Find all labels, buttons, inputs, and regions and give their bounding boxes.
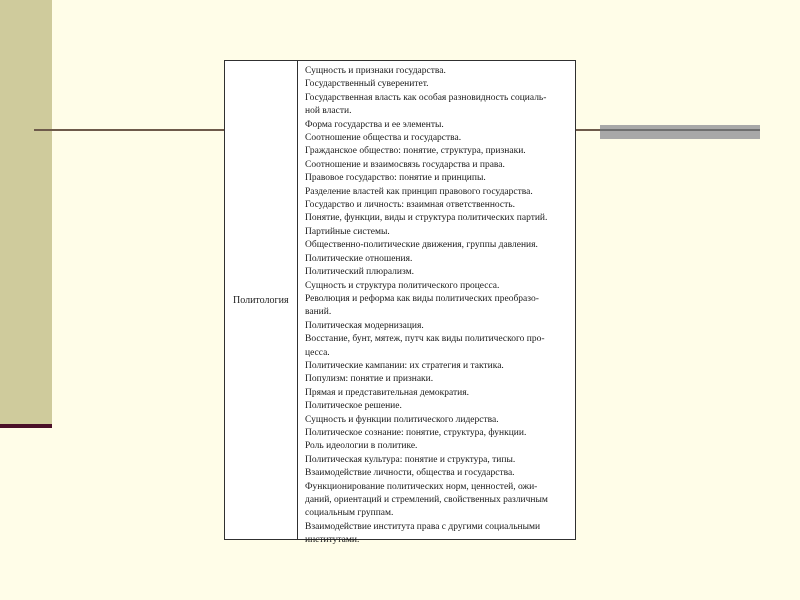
topic-line: даний, ориентаций и стремлений, свойственных различным — [305, 495, 548, 505]
topic-line: Соотношение и взаимосвязь государства и права. — [305, 159, 505, 170]
topic-line: Политическая модернизация. — [305, 320, 424, 331]
topic-line: Сущность и функции политического лидерства. — [305, 414, 499, 425]
topic-line: Сущность и структура политического процесса. — [305, 280, 500, 291]
topic-line: Восстание, бунт, мятеж, путч как виды политического про- — [305, 334, 545, 345]
topic-line: ной власти. — [305, 106, 352, 117]
topic-line: Гражданское общество: понятие, структура, признаки. — [305, 146, 526, 157]
topic-line: Прямая и представительная демократия. — [305, 387, 469, 398]
rule-stripe — [600, 129, 760, 131]
topic-line: Взаимодействие личности, общества и государства. — [305, 468, 515, 479]
topic-line: Роль идеологии в политике. — [305, 441, 418, 452]
topic-line: Политическое сознание: понятие, структура, функции. — [305, 427, 527, 438]
topic-line: Политическая культура: понятие и структура, типы. — [305, 454, 516, 465]
subject-label: Политология — [233, 295, 289, 306]
topic-line: Государство и личность: взаимная ответственность. — [305, 200, 515, 211]
subject-column — [225, 61, 298, 539]
topic-line: Политические кампании: их стратегия и тактика. — [305, 360, 504, 371]
topic-line: социальным группам. — [305, 508, 394, 519]
topic-line: Функционирование политических норм, ценностей, ожи- — [305, 481, 538, 492]
topic-line: Правовое государство: понятие и принципы. — [305, 173, 486, 184]
topic-line: Политические отношения. — [305, 253, 413, 264]
topic-line: Популизм: понятие и признаки. — [305, 374, 434, 385]
horizontal-rule-block — [600, 125, 760, 139]
topic-line: Общественно-политические движения, группы давления. — [305, 240, 538, 251]
topic-line: Партийные системы. — [305, 226, 390, 237]
topic-line: Понятие, функции, виды и структура политических партий. — [305, 213, 548, 224]
topic-line: институтами. — [305, 535, 360, 546]
topic-line: Сущность и признаки государства. — [305, 66, 446, 76]
topic-line: Соотношение общества и государства. — [305, 133, 462, 144]
topic-line: Государственная власть как особая разновидность социаль- — [305, 92, 547, 103]
topic-line: ваний. — [305, 307, 332, 318]
topic-line: Разделение властей как принцип правового государства. — [305, 186, 533, 197]
horizontal-rule-left — [34, 129, 226, 131]
topic-line: Взаимодействие института права с другими социальными — [305, 521, 541, 532]
topic-line: Форма государства и ее элементы. — [305, 119, 444, 130]
topic-line: Политический плюрализм. — [305, 267, 414, 278]
topic-line: Политическое решение. — [305, 401, 402, 412]
left-accent-bar — [0, 0, 52, 427]
topic-line: Революция и реформа как виды политических преобразо- — [305, 293, 539, 304]
topics-list — [305, 65, 573, 548]
document-table-image — [224, 60, 576, 546]
topic-line: цесса. — [305, 347, 330, 358]
topic-line: Государственный суверенитет. — [305, 79, 429, 90]
left-accent-line — [0, 424, 52, 428]
